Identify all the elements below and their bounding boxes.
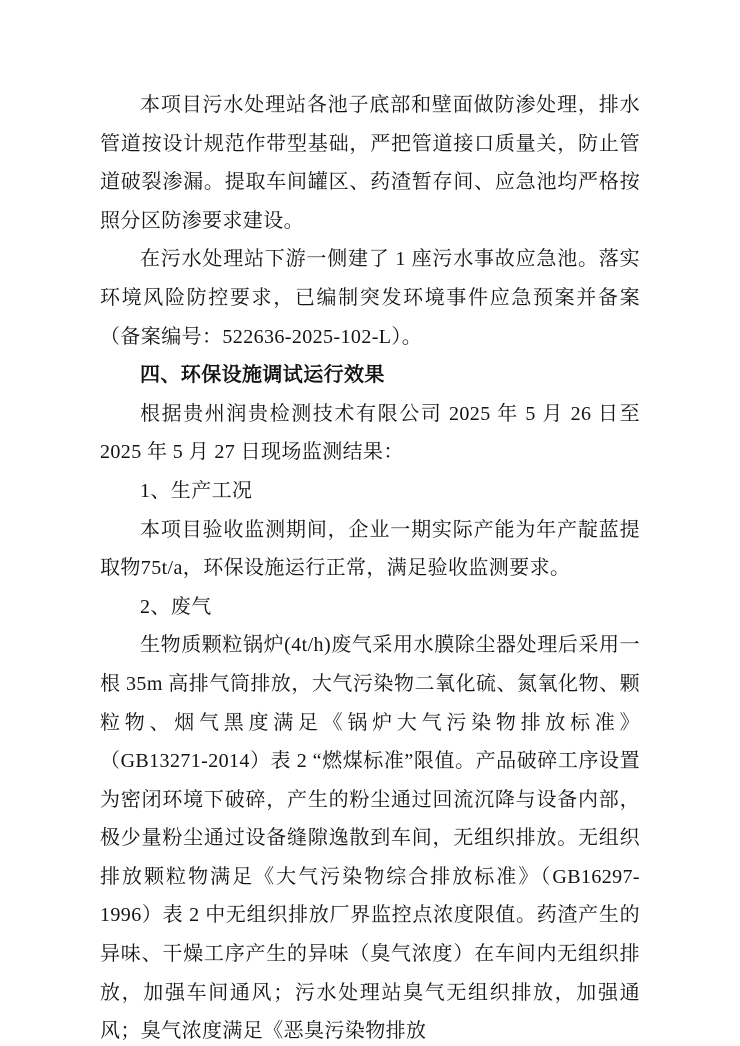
paragraph-seepage-control: 本项目污水处理站各池子底部和壁面做防渗处理，排水管道按设计规范作带型基础，严把管道接口质量关，防止管道破裂渗漏。提取车间罐区、药渣暂存间、应急池均严格按照分区防渗要求建设。 <box>100 94 640 232</box>
paragraph-emergency-pool: 在污水处理站下游一侧建了 1 座污水事故应急池。落实环境风险防控要求，已编制突发环境事件应急预案并备案（备案编号：522636-2025-102-L）。 <box>100 248 640 348</box>
paragraph-monitoring-basis: 根据贵州润贵检测技术有限公司 2025 年 5 月 26 日至 2025 年 5 月 27 日现场监测结果： <box>100 402 640 464</box>
subheading-waste-gas: 2、废气 <box>140 595 212 618</box>
section-heading-4: 四、环保设施调试运行效果 <box>140 364 385 387</box>
paragraph-waste-gas: 生物质颗粒锅炉(4t/h)废气采用水膜除尘器处理后采用一根 35m 高排气筒排放，大气污染物二氧化硫、氮氧化物、颗粒物、烟气黑度满足《锅炉大气污染物排放标准》（GB13271-2014）表 2 “燃煤标准”限值。产品破碎工序设置为密闭环境下破碎，产生的粉尘通过回流沉降与设备内部，极少量粉尘通过设备缝隙逸散到车间，无组织排放。无组织排放颗粒物满足《大气污染物综合排放标准》（GB16297-1996）表 2 中无组织排放厂界监控点浓度限值。药渣产生的异味、干燥工序产生的异味（臭气浓度）在车间内无组织排放，加强车间通风；污水处理站臭气无组织排放，加强通风；臭气浓度满足《恶臭污染物排放 <box>100 634 640 1043</box>
paragraph-production-status: 本项目验收监测期间，企业一期实际产能为年产靛蓝提取物75t/a，环保设施运行正常，满足验收监测要求。 <box>100 518 640 580</box>
subheading-production-status: 1、生产工况 <box>140 479 253 502</box>
